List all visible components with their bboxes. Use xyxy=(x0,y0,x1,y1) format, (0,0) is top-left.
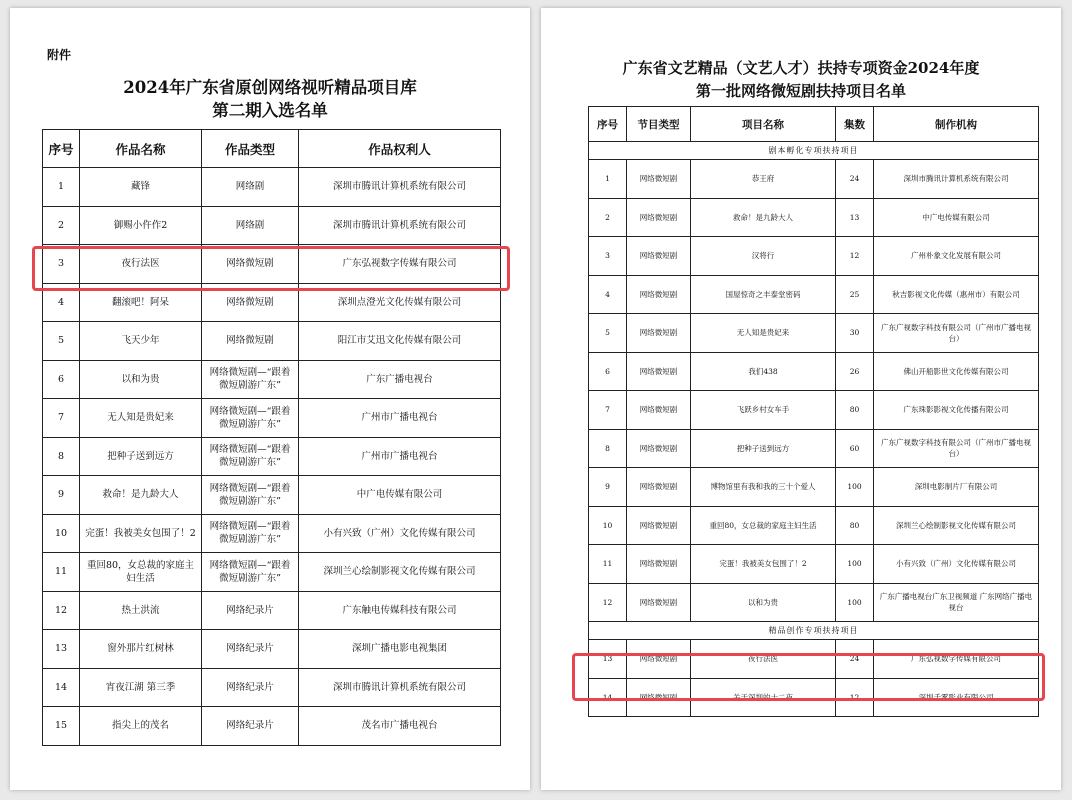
cell-work-name: 指尖上的茂名 xyxy=(80,707,202,746)
section-heading: 精品创作专项扶持项目 xyxy=(589,622,1039,640)
cell-work-type: 网络微短剧—“跟着微短剧游广东” xyxy=(202,514,299,553)
cell-episodes: 12 xyxy=(836,678,874,717)
section-row xyxy=(589,142,1039,160)
cell-work-type: 网络微短剧—“跟着微短剧游广东” xyxy=(202,553,299,592)
cell-index: 9 xyxy=(43,476,80,515)
cell-index: 4 xyxy=(589,275,627,314)
cell-work-name: 把种子送到远方 xyxy=(80,437,202,476)
header-index: 序号 xyxy=(43,130,80,168)
cell-rights-holder: 茂名市广播电视台 xyxy=(299,707,501,746)
table-row xyxy=(43,206,501,245)
cell-index: 7 xyxy=(589,391,627,430)
left-title-line2: 第二期入选名单 xyxy=(212,101,328,120)
cell-work-name: 御赐小仵作2 xyxy=(80,206,202,245)
cell-project-name: 把种子送到远方 xyxy=(691,429,836,468)
cell-program-type: 网络微短剧 xyxy=(627,545,691,584)
cell-index: 9 xyxy=(589,468,627,507)
cell-work-type: 网络微短剧—“跟着微短剧游广东” xyxy=(202,360,299,399)
right-table-body xyxy=(589,142,1039,717)
cell-work-type: 网络微短剧—“跟着微短剧游广东” xyxy=(202,437,299,476)
table-row xyxy=(589,583,1039,622)
cell-producer: 深圳电影制片厂有限公司 xyxy=(874,468,1039,507)
cell-project-name: 无人知是贵妃来 xyxy=(691,314,836,353)
cell-work-name: 热土洪流 xyxy=(80,591,202,630)
table-header-row xyxy=(589,107,1039,142)
cell-rights-holder: 深圳市腾讯计算机系统有限公司 xyxy=(299,668,501,707)
cell-work-type: 网络纪录片 xyxy=(202,630,299,669)
cell-episodes: 24 xyxy=(836,160,874,199)
header-producer: 制作机构 xyxy=(874,107,1039,142)
table-header-row xyxy=(43,130,501,168)
table-row xyxy=(43,476,501,515)
cell-episodes: 60 xyxy=(836,429,874,468)
table-row xyxy=(589,429,1039,468)
cell-producer: 广东广视数字科技有限公司（广州市广播电视台） xyxy=(874,314,1039,353)
cell-episodes: 13 xyxy=(836,198,874,237)
attachment-label: 附件 xyxy=(47,48,72,62)
cell-rights-holder: 深圳广播电影电视集团 xyxy=(299,630,501,669)
cell-program-type: 网络微短剧 xyxy=(627,160,691,199)
table-row xyxy=(43,668,501,707)
cell-index: 1 xyxy=(589,160,627,199)
right-document-title xyxy=(541,57,1061,103)
cell-index: 5 xyxy=(43,322,80,361)
cell-program-type: 网络微短剧 xyxy=(627,678,691,717)
cell-episodes: 80 xyxy=(836,506,874,545)
cell-rights-holder: 阳江市艾迅文化传媒有限公司 xyxy=(299,322,501,361)
cell-program-type: 网络微短剧 xyxy=(627,352,691,391)
cell-rights-holder: 广东触电传媒科技有限公司 xyxy=(299,591,501,630)
cell-work-name: 救命！是九龄大人 xyxy=(80,476,202,515)
right-title-line1: 广东省文艺精品（文艺人才）扶持专项资金2024年度 xyxy=(622,59,980,77)
cell-index: 3 xyxy=(589,237,627,276)
cell-project-name: 恭王府 xyxy=(691,160,836,199)
cell-program-type: 网络微短剧 xyxy=(627,314,691,353)
table-row xyxy=(43,553,501,592)
table-row xyxy=(43,360,501,399)
cell-work-name: 宵夜江湖 第三季 xyxy=(80,668,202,707)
header-work-type: 作品类型 xyxy=(202,130,299,168)
cell-rights-holder: 深圳市腾讯计算机系统有限公司 xyxy=(299,206,501,245)
cell-project-name: 关于深圳的十二夜 xyxy=(691,678,836,717)
cell-rights-holder: 广东弘视数字传媒有限公司 xyxy=(299,245,501,284)
cell-project-name: 重回80，女总裁的家庭主妇生活 xyxy=(691,506,836,545)
header-index: 序号 xyxy=(589,107,627,142)
cell-work-type: 网络纪录片 xyxy=(202,707,299,746)
cell-index: 2 xyxy=(589,198,627,237)
cell-episodes: 100 xyxy=(836,468,874,507)
cell-index: 8 xyxy=(589,429,627,468)
cell-rights-holder: 广东广播电视台 xyxy=(299,360,501,399)
cell-program-type: 网络微短剧 xyxy=(627,506,691,545)
cell-index: 1 xyxy=(43,168,80,207)
cell-work-type: 网络微短剧—“跟着微短剧游广东” xyxy=(202,399,299,438)
cell-work-type: 网络微短剧 xyxy=(202,283,299,322)
cell-work-type: 网络纪录片 xyxy=(202,591,299,630)
cell-project-name: 博物馆里有我和我的三十个爱人 xyxy=(691,468,836,507)
table-row xyxy=(43,630,501,669)
header-program-type: 节目类型 xyxy=(627,107,691,142)
left-document-title xyxy=(10,76,530,122)
cell-work-name: 重回80，女总裁的家庭主妇生活 xyxy=(80,553,202,592)
cell-work-name: 夜行法医 xyxy=(80,245,202,284)
cell-producer: 小有兴致（广州）文化传媒有限公司 xyxy=(874,545,1039,584)
section-heading: 剧本孵化专项扶持项目 xyxy=(589,142,1039,160)
cell-producer: 深圳兰心绘制影视文化传媒有限公司 xyxy=(874,506,1039,545)
table-row xyxy=(43,591,501,630)
table-row xyxy=(589,640,1039,679)
cell-project-name: 汉将行 xyxy=(691,237,836,276)
cell-rights-holder: 深圳市腾讯计算机系统有限公司 xyxy=(299,168,501,207)
cell-work-type: 网络剧 xyxy=(202,206,299,245)
table-row xyxy=(589,391,1039,430)
section-row xyxy=(589,622,1039,640)
cell-index: 14 xyxy=(589,678,627,717)
table-row xyxy=(43,399,501,438)
table-row xyxy=(589,352,1039,391)
cell-rights-holder: 中广电传媒有限公司 xyxy=(299,476,501,515)
cell-episodes: 26 xyxy=(836,352,874,391)
cell-episodes: 100 xyxy=(836,583,874,622)
table-row xyxy=(43,283,501,322)
cell-index: 10 xyxy=(43,514,80,553)
cell-episodes: 100 xyxy=(836,545,874,584)
cell-program-type: 网络微短剧 xyxy=(627,640,691,679)
cell-index: 4 xyxy=(43,283,80,322)
cell-program-type: 网络微短剧 xyxy=(627,391,691,430)
cell-episodes: 30 xyxy=(836,314,874,353)
table-row xyxy=(589,160,1039,199)
header-project-name: 项目名称 xyxy=(691,107,836,142)
cell-index: 2 xyxy=(43,206,80,245)
cell-work-name: 翻滚吧！阿呆 xyxy=(80,283,202,322)
right-document-page xyxy=(541,8,1061,790)
cell-index: 12 xyxy=(589,583,627,622)
cell-program-type: 网络微短剧 xyxy=(627,198,691,237)
cell-rights-holder: 广州市广播电视台 xyxy=(299,399,501,438)
table-row xyxy=(589,506,1039,545)
cell-project-name: 夜行法医 xyxy=(691,640,836,679)
cell-producer: 中广电传媒有限公司 xyxy=(874,198,1039,237)
header-episodes: 集数 xyxy=(836,107,874,142)
cell-work-name: 完蛋！我被美女包围了！2 xyxy=(80,514,202,553)
table-row xyxy=(43,322,501,361)
cell-work-name: 飞天少年 xyxy=(80,322,202,361)
table-row xyxy=(589,468,1039,507)
cell-program-type: 网络微短剧 xyxy=(627,237,691,276)
cell-work-type: 网络纪录片 xyxy=(202,668,299,707)
cell-work-name: 窗外那片红树林 xyxy=(80,630,202,669)
cell-project-name: 国屋惊奇之丰泰堂密码 xyxy=(691,275,836,314)
cell-work-type: 网络微短剧 xyxy=(202,245,299,284)
cell-index: 13 xyxy=(43,630,80,669)
cell-index: 10 xyxy=(589,506,627,545)
cell-index: 6 xyxy=(589,352,627,391)
right-title-line2: 第一批网络微短剧扶持项目名单 xyxy=(695,82,906,100)
cell-project-name: 我们438 xyxy=(691,352,836,391)
cell-index: 8 xyxy=(43,437,80,476)
cell-rights-holder: 小有兴致（广州）文化传媒有限公司 xyxy=(299,514,501,553)
cell-rights-holder: 深圳兰心绘制影视文化传媒有限公司 xyxy=(299,553,501,592)
cell-program-type: 网络微短剧 xyxy=(627,275,691,314)
cell-project-name: 完蛋！我被美女包围了！2 xyxy=(691,545,836,584)
header-rights-holder: 作品权利人 xyxy=(299,130,501,168)
left-document-page xyxy=(10,8,530,790)
cell-episodes: 25 xyxy=(836,275,874,314)
cell-producer: 佛山开船影世文化传媒有限公司 xyxy=(874,352,1039,391)
table-row xyxy=(43,514,501,553)
right-support-table xyxy=(588,106,1039,717)
cell-producer: 深圳市腾讯计算机系统有限公司 xyxy=(874,160,1039,199)
cell-producer: 广州朴象文化发展有限公司 xyxy=(874,237,1039,276)
cell-producer: 秋吉影视文化传媒（惠州市）有限公司 xyxy=(874,275,1039,314)
left-selection-table xyxy=(42,129,501,746)
cell-index: 3 xyxy=(43,245,80,284)
table-row xyxy=(589,198,1039,237)
cell-rights-holder: 广州市广播电视台 xyxy=(299,437,501,476)
header-work-name: 作品名称 xyxy=(80,130,202,168)
cell-producer: 广东珠影影视文化传播有限公司 xyxy=(874,391,1039,430)
cell-index: 11 xyxy=(43,553,80,592)
table-row xyxy=(589,545,1039,584)
cell-work-type: 网络微短剧—“跟着微短剧游广东” xyxy=(202,476,299,515)
cell-project-name: 救命！是九龄大人 xyxy=(691,198,836,237)
cell-work-name: 藏锋 xyxy=(80,168,202,207)
table-row xyxy=(43,245,501,284)
table-row xyxy=(43,707,501,746)
table-row xyxy=(589,314,1039,353)
table-row xyxy=(589,678,1039,717)
left-title-line1: 2024年广东省原创网络视听精品项目库 xyxy=(123,78,417,97)
cell-project-name: 飞跃乡村女车手 xyxy=(691,391,836,430)
cell-producer: 广东弘视数字传媒有限公司 xyxy=(874,640,1039,679)
cell-program-type: 网络微短剧 xyxy=(627,468,691,507)
table-row xyxy=(589,237,1039,276)
cell-episodes: 80 xyxy=(836,391,874,430)
cell-work-name: 无人知是贵妃来 xyxy=(80,399,202,438)
cell-index: 14 xyxy=(43,668,80,707)
cell-index: 12 xyxy=(43,591,80,630)
cell-producer: 广东广播电视台广东卫视频道 广东网络广播电视台 xyxy=(874,583,1039,622)
cell-episodes: 12 xyxy=(836,237,874,276)
cell-program-type: 网络微短剧 xyxy=(627,429,691,468)
table-row xyxy=(43,437,501,476)
left-table-body xyxy=(43,168,501,746)
cell-producer: 广东广视数字科技有限公司（广州市广播电视台） xyxy=(874,429,1039,468)
cell-index: 7 xyxy=(43,399,80,438)
cell-program-type: 网络微短剧 xyxy=(627,583,691,622)
table-row xyxy=(43,168,501,207)
cell-rights-holder: 深圳点澄光文化传媒有限公司 xyxy=(299,283,501,322)
cell-work-type: 网络剧 xyxy=(202,168,299,207)
cell-index: 15 xyxy=(43,707,80,746)
cell-index: 5 xyxy=(589,314,627,353)
cell-producer: 深圳千雾影业有限公司 xyxy=(874,678,1039,717)
cell-index: 11 xyxy=(589,545,627,584)
cell-episodes: 24 xyxy=(836,640,874,679)
cell-project-name: 以和为贵 xyxy=(691,583,836,622)
cell-index: 6 xyxy=(43,360,80,399)
table-row xyxy=(589,275,1039,314)
cell-work-type: 网络微短剧 xyxy=(202,322,299,361)
cell-work-name: 以和为贵 xyxy=(80,360,202,399)
cell-index: 13 xyxy=(589,640,627,679)
